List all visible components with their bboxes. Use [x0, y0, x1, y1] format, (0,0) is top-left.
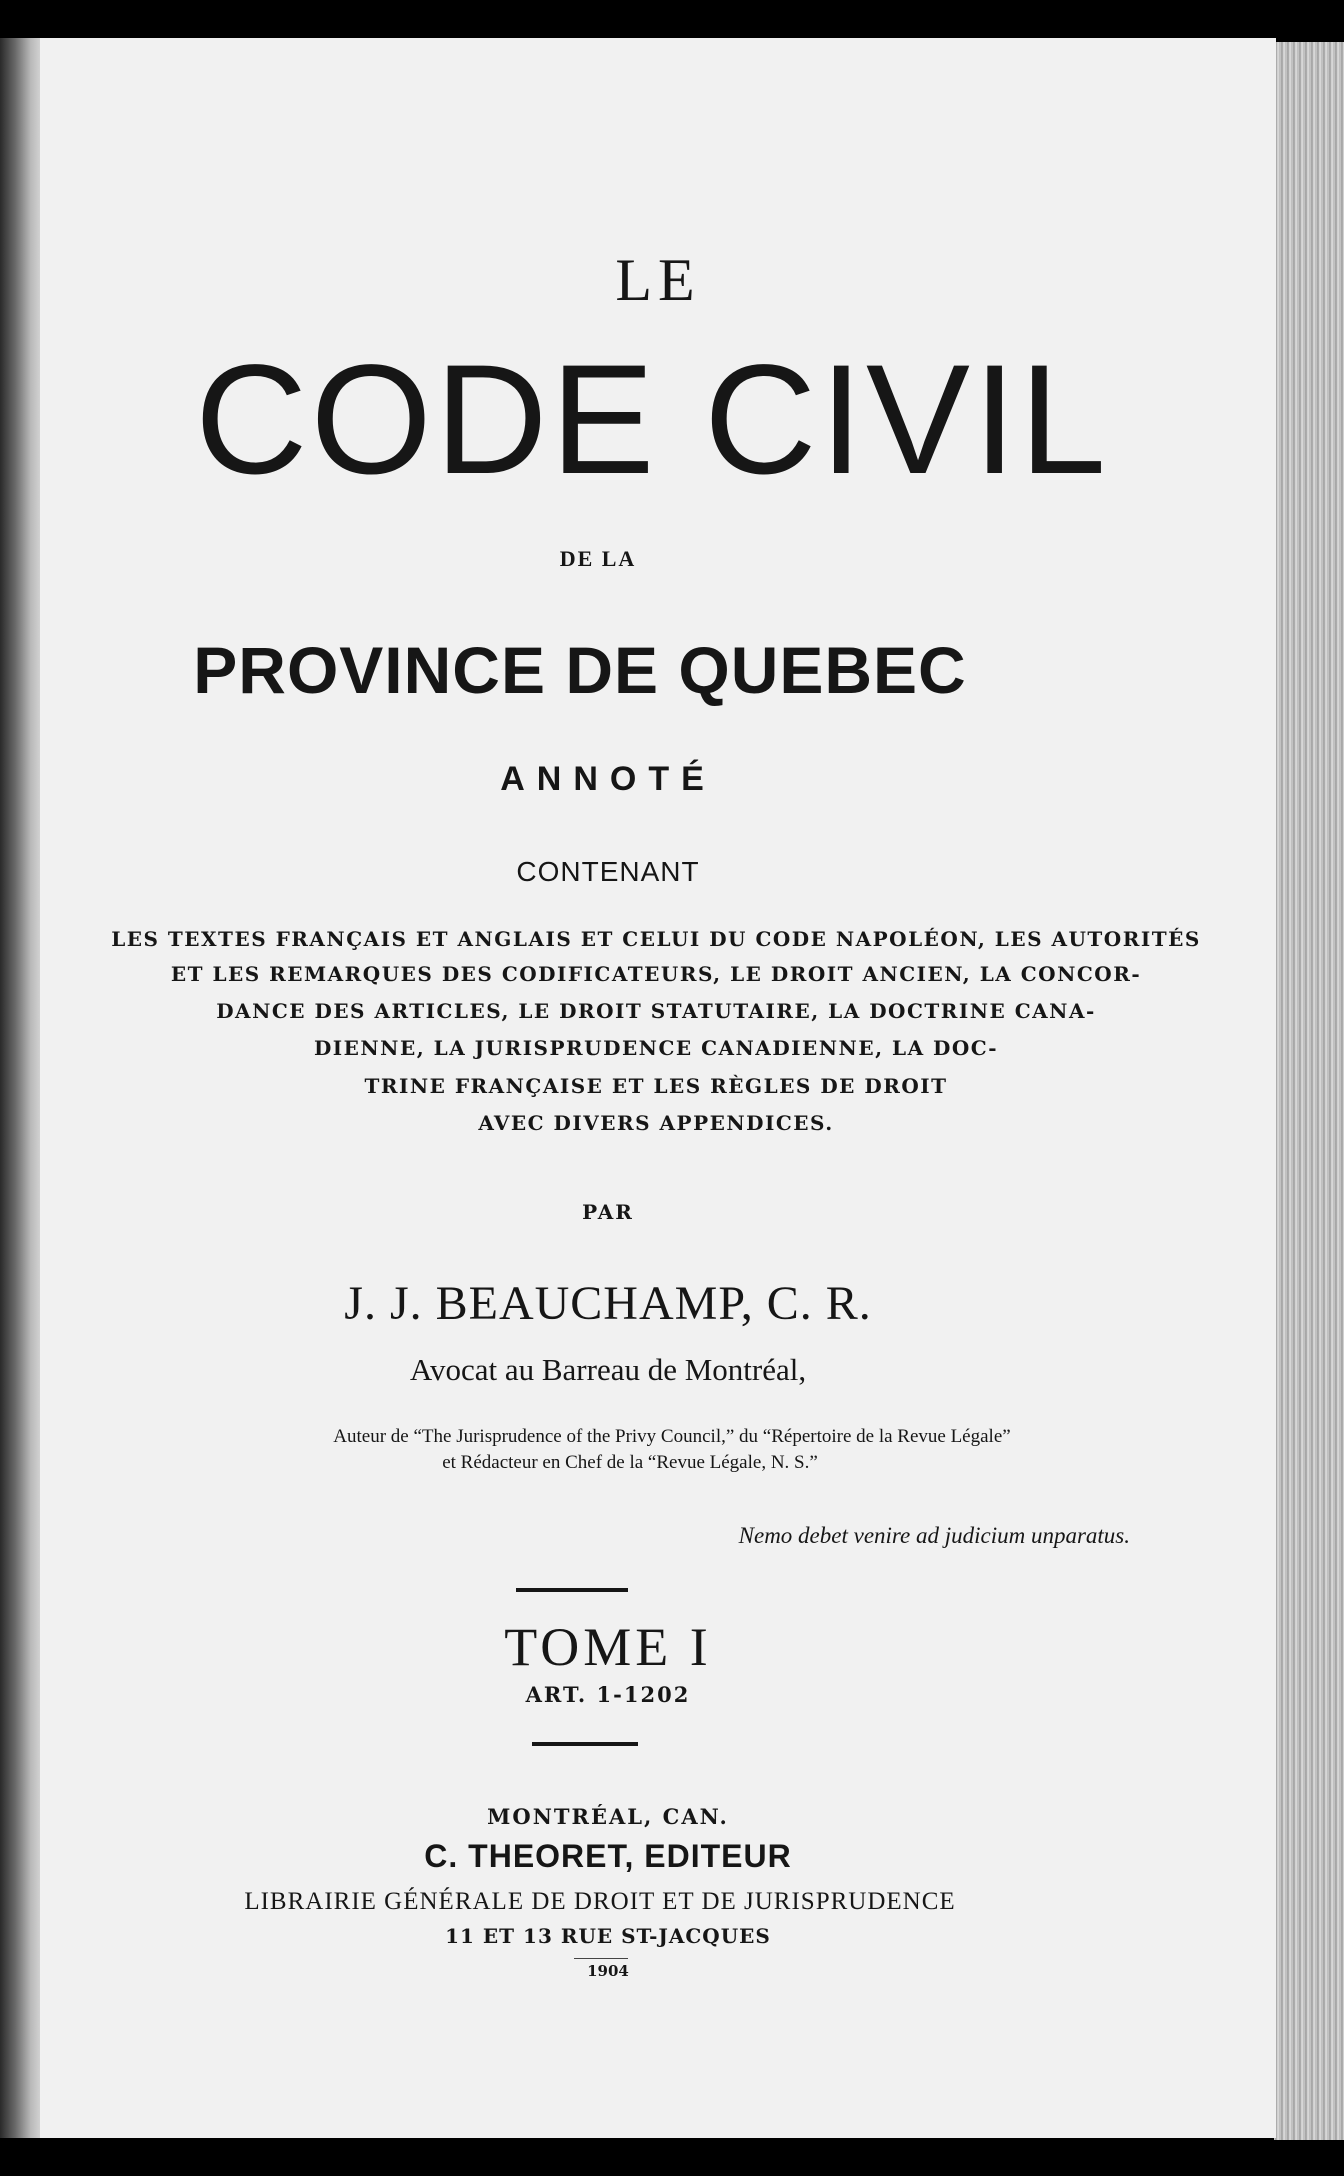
- description-line: LES TEXTES FRANÇAIS ET ANGLAIS ET CELUI DU CODE NAPOLÉON, LES AUTORITÉS: [111, 927, 1201, 951]
- description-line: TRINE FRANÇAISE ET LES RÈGLES DE DROIT: [364, 1074, 948, 1098]
- latin-motto: Nemo debet venire ad judicium unparatus.: [738, 1523, 1130, 1548]
- volume-label: TOME I: [504, 1617, 712, 1677]
- title-article: LE: [615, 247, 701, 313]
- articles-range: ART. 1-1202: [525, 1682, 691, 1707]
- page-edges: [1274, 42, 1344, 2140]
- publisher-address: 11 ET 13 RUE ST-JACQUES: [445, 1924, 771, 1948]
- publisher-name: C. THEORET, EDITEUR: [424, 1838, 792, 1874]
- publication-place: MONTRÉAL, CAN.: [487, 1804, 729, 1829]
- author-position: Avocat au Barreau de Montréal,: [409, 1352, 807, 1387]
- annote-label: ANNOTÉ: [500, 760, 716, 798]
- description-line: AVEC DIVERS APPENDICES.: [478, 1111, 834, 1135]
- year-rule: [574, 1958, 628, 1959]
- province-title: PROVINCE DE QUEBEC: [193, 633, 967, 707]
- description-line: DIENNE, LA JURISPRUDENCE CANADIENNE, LA DOC-: [313, 1036, 999, 1060]
- par-label: PAR: [582, 1200, 634, 1224]
- author-works-line-2: et Rédacteur en Chef de la “Revue Légale, N. S.”: [442, 1452, 818, 1473]
- publication-year: 1904: [587, 1962, 629, 1980]
- title-connector: DE LA: [559, 546, 637, 571]
- title-page: [40, 38, 1276, 2138]
- divider-rule-bottom: [532, 1742, 638, 1746]
- author-name: J. J. BEAUCHAMP, C. R.: [344, 1277, 872, 1330]
- author-works-line-1: Auteur de “The Jurisprudence of the Privy Council,” du “Répertoire de la Revue Légale”: [333, 1426, 1011, 1447]
- scan-top-border: [0, 0, 1344, 38]
- book-title: CODE CIVIL: [194, 333, 1110, 507]
- divider-rule-top: [516, 1588, 628, 1592]
- contenant-label: CONTENANT: [516, 856, 700, 887]
- bookshop-name: LIBRAIRIE GÉNÉRALE DE DROIT ET DE JURISPRUDENCE: [244, 1888, 956, 1915]
- description-line: ET LES REMARQUES DES CODIFICATEURS, LE DROIT ANCIEN, LA CONCOR-: [170, 962, 1142, 986]
- description-line: DANCE DES ARTICLES, LE DROIT STATUTAIRE, LA DOCTRINE CANA-: [216, 999, 1096, 1023]
